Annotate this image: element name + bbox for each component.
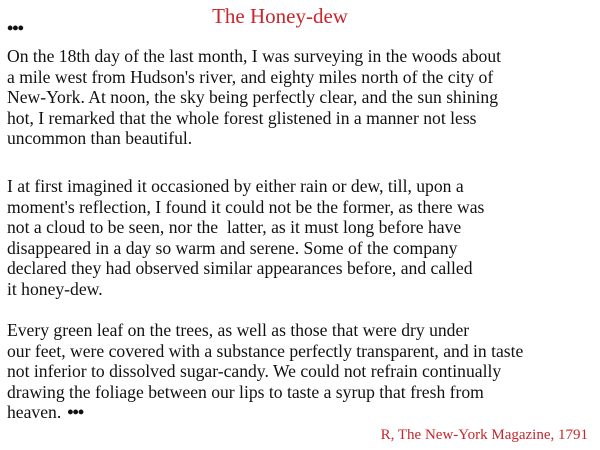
text-line-final — [7, 402, 597, 423]
text-line: I at first imagined it occasioned by either rain or dew, till, upon a — [7, 176, 464, 196]
text-line: declared they had observed similar appearances before, and called — [7, 258, 473, 278]
text-line: uncommon than beautiful. — [7, 128, 193, 148]
text-line: moment's reflection, I found it could not be the former, as there was — [7, 196, 485, 217]
page-title: The Honey-dew — [212, 4, 348, 28]
text-line: it honey-dew. — [7, 278, 103, 299]
paragraph-3 — [7, 320, 597, 423]
text-line: Every green leaf on the trees, as well as those that were dry under — [7, 320, 470, 340]
text-line: disappeared in a day so warm and serene. Some of the company — [7, 237, 458, 258]
text-line-last: heaven. — [7, 402, 62, 422]
text-line: not a cloud to be seen, nor the latter, as it must long before have — [7, 217, 462, 237]
leading-ellipsis: ••• — [7, 18, 23, 38]
trailing-ellipsis: ••• — [67, 402, 84, 422]
text-line: drawing the foliage between our lips to taste a syrup that fresh from — [7, 381, 484, 402]
paragraph-2 — [7, 176, 597, 299]
source-citation: R, The New-York Magazine, 1791 — [380, 427, 588, 443]
text-line: our feet, were covered with a substance perfectly transparent, and in taste — [7, 340, 524, 361]
text-line: hot, I remarked that the whole forest glistened in a manner not less — [7, 107, 477, 128]
text-line: a mile west from Hudson's river, and eighty miles north of the city of — [7, 66, 494, 87]
text-line: not inferior to dissolved sugar-candy. We could not refrain continually — [7, 361, 502, 381]
paragraph-1 — [7, 46, 597, 149]
text-line: On the 18th day of the last month, I was surveying in the woods about — [7, 46, 502, 66]
text-line: New-York. At noon, the sky being perfectly clear, and the sun shining — [7, 87, 499, 107]
